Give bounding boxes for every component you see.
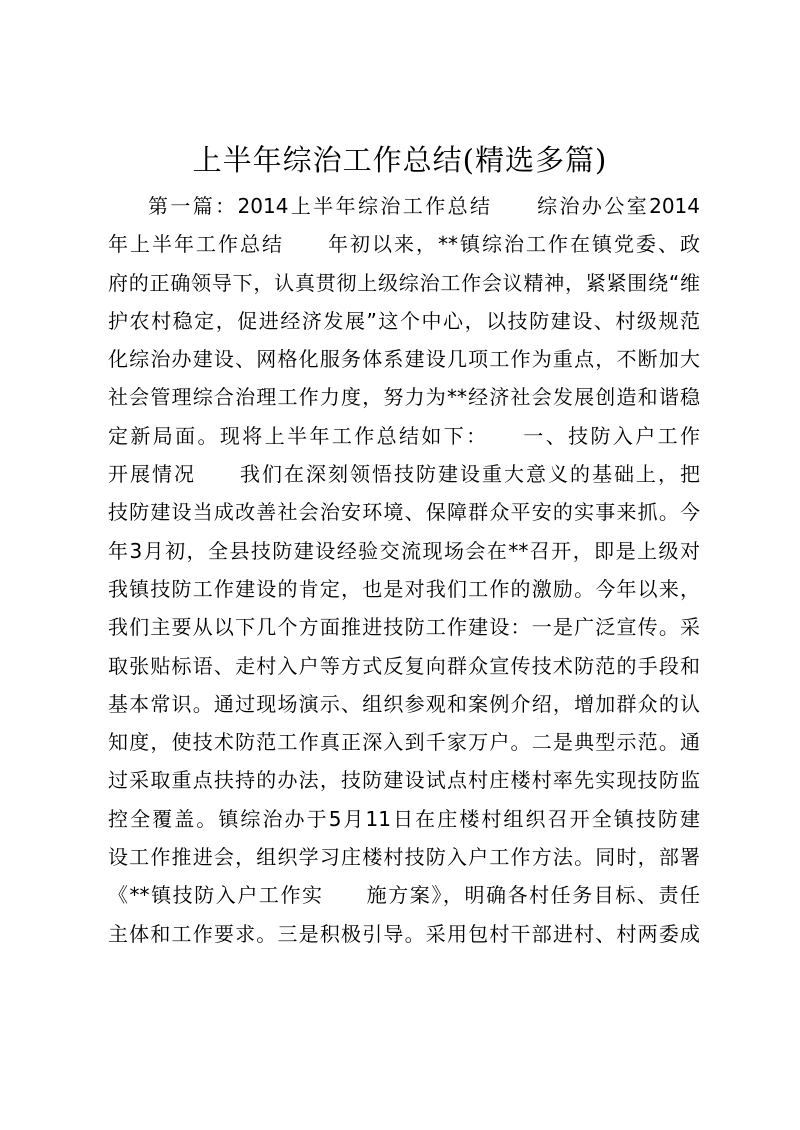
body-line: 开展情况 我们在深刻领悟技防建设重大意义的基础上，把 bbox=[108, 462, 700, 487]
body-line: 年上半年工作总结 年初以来，**镇综治工作在镇党委、政 bbox=[108, 232, 700, 257]
body-line: 年3月初，全县技防建设经验交流现场会在**召开，即是上级对 bbox=[108, 538, 700, 563]
body-line: 护农村稳定，促进经济发展”这个中心，以技防建设、村级规范 bbox=[108, 308, 700, 333]
body-line: 知度，使技术防范工作真正深入到千家万户。二是典型示范。通 bbox=[108, 730, 700, 755]
body-line: 我们主要从以下几个方面推进技防工作建设：一是广泛宣传。采 bbox=[108, 615, 700, 640]
body-line: 社会管理综合治理工作力度，努力为**经济社会发展创造和谐稳 bbox=[108, 385, 700, 410]
body-line: 设工作推进会，组织学习庄楼村技防入户工作方法。同时，部署 bbox=[108, 845, 700, 870]
document-body bbox=[108, 187, 700, 953]
body-line: 第一篇：2014上半年综治工作总结 综治办公室2014 bbox=[148, 194, 700, 218]
body-line: 府的正确领导下，认真贯彻上级综治工作会议精神，紧紧围绕“维 bbox=[108, 270, 700, 295]
body-line: 基本常识。通过现场演示、组织参观和案例介绍，增加群众的认 bbox=[108, 691, 700, 716]
body-line: 主体和工作要求。三是积极引导。采用包村干部进村、村两委成 bbox=[108, 921, 700, 946]
body-line: 取张贴标语、走村入户等方式反复向群众宣传技术防范的手段和 bbox=[108, 653, 700, 678]
document-title: 上半年综治工作总结(精选多篇) bbox=[192, 143, 608, 177]
body-line: 化综治办建设、网格化服务体系建设几项工作为重点，不断加大 bbox=[108, 347, 700, 372]
body-line: 定新局面。现将上半年工作总结如下： 一、技防入户工作 bbox=[108, 423, 700, 448]
body-line: 我镇技防工作建设的肯定，也是对我们工作的激励。今年以来， bbox=[108, 576, 700, 601]
body-line: 技防建设当成改善社会治安环境、保障群众平安的实事来抓。今 bbox=[108, 500, 700, 525]
body-line: 控全覆盖。镇综治办于5月11日在庄楼村组织召开全镇技防建 bbox=[108, 806, 700, 831]
body-line: 过采取重点扶持的办法，技防建设试点村庄楼村率先实现技防监 bbox=[108, 768, 700, 793]
body-line: 《**镇技防入户工作实 施方案》，明确各村任务目标、责任 bbox=[108, 883, 700, 908]
